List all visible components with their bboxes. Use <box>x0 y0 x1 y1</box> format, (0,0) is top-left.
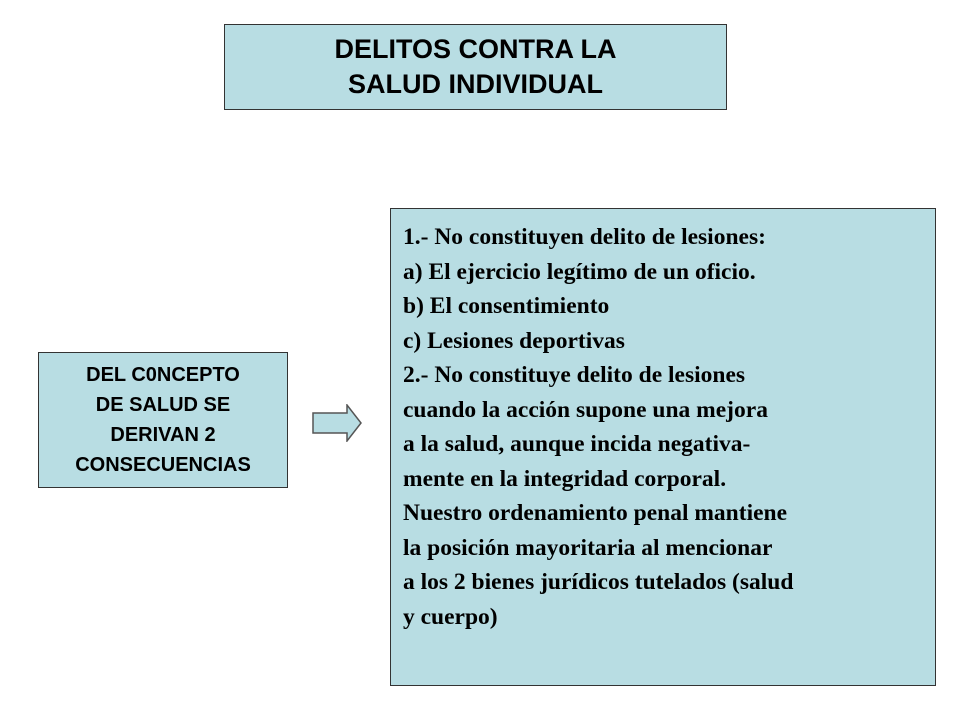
concept-line-2: DE SALUD SE <box>95 394 231 416</box>
consequences-box <box>390 208 936 686</box>
concept-line-3: DERIVAN 2 <box>110 424 216 446</box>
concept-box <box>38 352 288 488</box>
consequence-line-7: a la salud, aunque incida negativa- <box>403 431 751 457</box>
consequence-line-4: c) Lesiones deportivas <box>403 327 625 354</box>
consequence-line-1: 1.- No constituyen delito de lesiones: <box>403 224 766 250</box>
right-arrow-icon <box>312 404 362 442</box>
concept-line-1: DEL C0NCEPTO <box>86 364 240 386</box>
title-line-1: DELITOS CONTRA LA <box>334 34 617 64</box>
arrow-shape <box>313 405 361 441</box>
consequence-line-11: a los 2 bienes jurídicos tutelados (salud <box>403 569 794 595</box>
consequence-line-6: cuando la acción supone una mejora <box>403 396 768 423</box>
consequence-line-3: b) El consentimiento <box>403 293 610 319</box>
title-box <box>224 24 727 110</box>
consequence-line-9: Nuestro ordenamiento penal mantiene <box>403 500 788 526</box>
title-line-2: SALUD INDIVIDUAL <box>348 69 603 99</box>
concept-line-4: CONSECUENCIAS <box>75 454 251 476</box>
consequence-line-2: a) El ejercicio legítimo de un oficio. <box>403 258 756 285</box>
consequence-line-10: la posición mayoritaria al mencionar <box>403 534 773 561</box>
consequence-line-5: 2.- No constituye delito de lesiones <box>403 362 746 388</box>
consequence-line-12: y cuerpo) <box>403 603 498 630</box>
consequence-line-8: mente en la integridad corporal. <box>403 465 727 492</box>
